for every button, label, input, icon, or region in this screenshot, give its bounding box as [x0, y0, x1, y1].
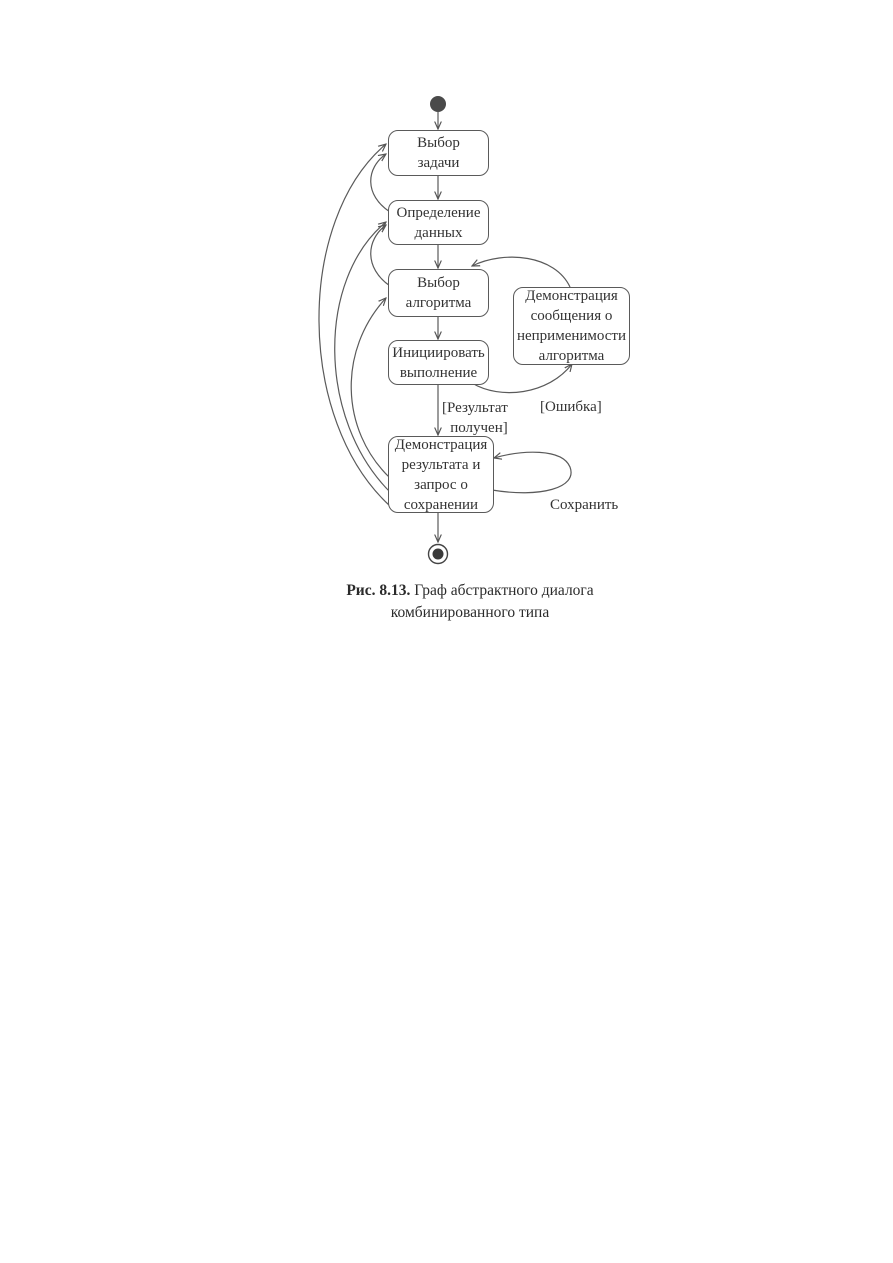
edge-result-to-data — [335, 222, 390, 492]
node-define-data: Определение данных — [388, 200, 489, 245]
initial-state — [430, 96, 446, 112]
edge-save-self-loop — [492, 452, 571, 493]
label-save: Сохранить — [550, 497, 619, 513]
caption-line1: Граф абстрактного диалога — [414, 582, 594, 599]
edge-result-to-algorithm — [351, 298, 390, 478]
final-state — [433, 549, 444, 560]
figure-number: Рис. 8.13. — [346, 582, 411, 599]
node-select-task: Выбор задачи — [388, 130, 489, 176]
node-initiate-execution: Инициировать выполнение — [388, 340, 489, 385]
figure-caption — [300, 580, 640, 624]
node-show-result: Демонстрация результата и запрос о сохранении — [388, 436, 494, 513]
edge-result-to-task — [319, 144, 390, 506]
node-select-algorithm: Выбор алгоритма — [388, 269, 489, 317]
caption-line2: комбинированного типа — [390, 604, 550, 621]
label-result-obtained: [Результат получен] — [442, 400, 508, 436]
label-error: [Ошибка] — [540, 399, 602, 415]
node-inapplicable-message: Демонстрация сообщения о неприменимости алгоритма — [513, 287, 630, 365]
